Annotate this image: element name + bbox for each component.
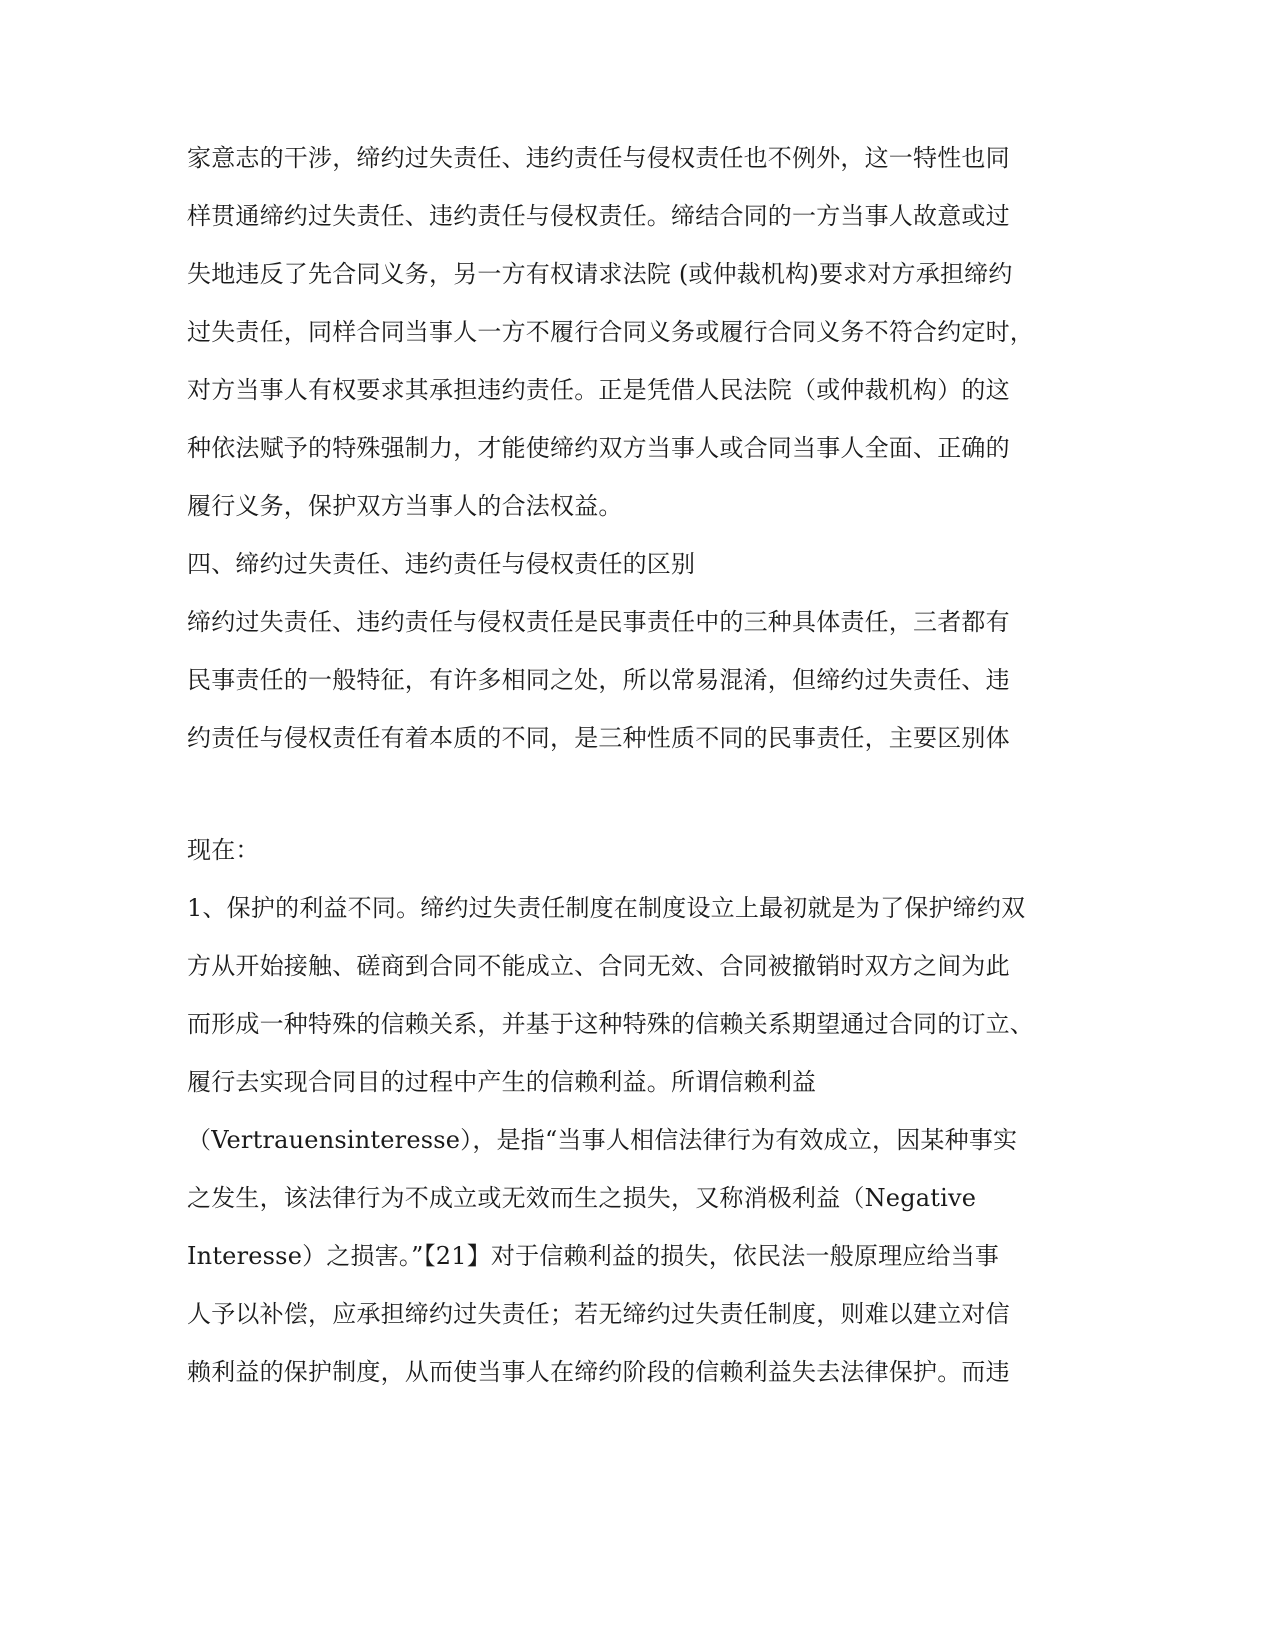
- text-line: 家意志的干涉，缔约过失责任、违约责任与侵权责任也不例外，这一特性也同: [187, 144, 1010, 172]
- text-line: Interesse）之损害。”【21】对于信赖利益的损失，依民法一般原理应给当事: [187, 1242, 1000, 1270]
- text-line: （Vertrauensinteresse），是指“当事人相信法律行为有效成立，因某种事实: [187, 1126, 1018, 1154]
- text-line: 1、保护的利益不同。缔约过失责任制度在制度设立上最初就是为了保护缔约双: [187, 894, 1026, 922]
- text-line: 对方当事人有权要求其承担违约责任。正是凭借人民法院（或仲裁机构）的这: [187, 376, 1010, 404]
- text-line: 种依法赋予的特殊强制力，才能使缔约双方当事人或合同当事人全面、正确的: [187, 434, 1010, 462]
- text-line: 人予以补偿，应承担缔约过失责任；若无缔约过失责任制度，则难以建立对信: [187, 1300, 1010, 1328]
- text-line: 缔约过失责任、违约责任与侵权责任是民事责任中的三种具体责任，三者都有: [187, 608, 1010, 636]
- text-line: 履行去实现合同目的过程中产生的信赖利益。所谓信赖利益: [187, 1068, 817, 1096]
- text-line: 约责任与侵权责任有着本质的不同，是三种性质不同的民事责任，主要区别体: [187, 724, 1010, 752]
- text-line: 履行义务，保护双方当事人的合法权益。: [187, 492, 623, 520]
- text-line: 方从开始接触、磋商到合同不能成立、合同无效、合同被撤销时双方之间为此: [187, 952, 1010, 980]
- text-line: 而形成一种特殊的信赖关系，并基于这种特殊的信赖关系期望通过合同的订立、: [187, 1010, 1034, 1038]
- text-line: 样贯通缔约过失责任、违约责任与侵权责任。缔结合同的一方当事人故意或过: [187, 202, 1010, 230]
- text-line: 过失责任，同样合同当事人一方不履行合同义务或履行合同义务不符合约定时，: [187, 318, 1034, 346]
- text-line: 现在：: [187, 836, 260, 864]
- text-line: 民事责任的一般特征，有许多相同之处，所以常易混淆，但缔约过失责任、违: [187, 666, 1010, 694]
- text-line: 赖利益的保护制度，从而使当事人在缔约阶段的信赖利益失去法律保护。而违: [187, 1358, 1010, 1386]
- text-line: 之发生，该法律行为不成立或无效而生之损失，又称消极利益（Negative: [187, 1184, 977, 1212]
- section-heading: 四、缔约过失责任、违约责任与侵权责任的区别: [187, 550, 696, 578]
- text-line: 失地违反了先合同义务，另一方有权请求法院 (或仲裁机构)要求对方承担缔约: [187, 260, 1013, 288]
